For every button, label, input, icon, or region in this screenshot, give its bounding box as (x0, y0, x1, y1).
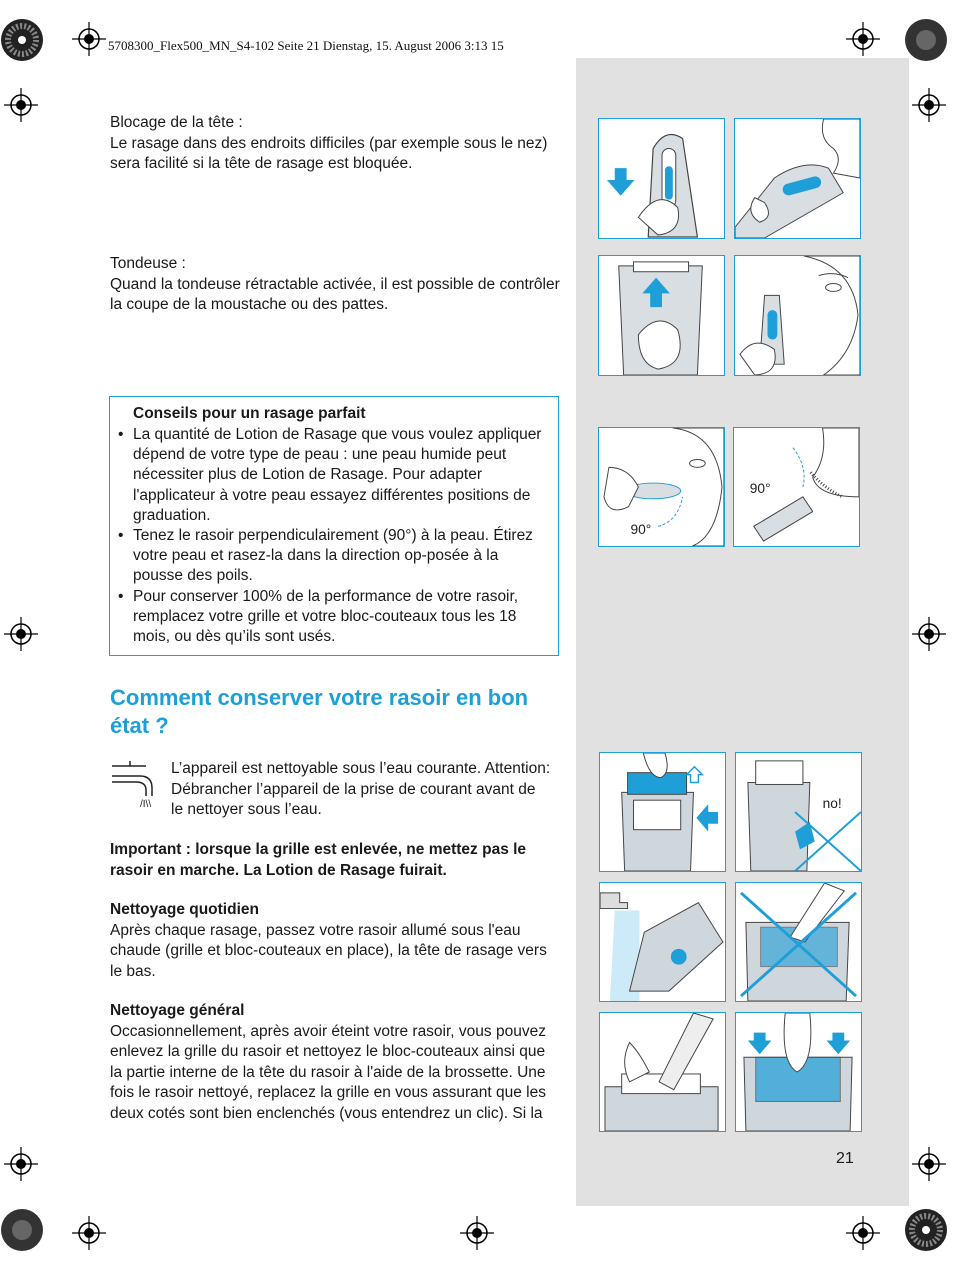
tips-list (116, 425, 552, 647)
registration-mark-icon (72, 22, 106, 56)
tips-title: Conseils pour un rasage parfait (133, 405, 366, 422)
figure-no-press (735, 752, 862, 872)
nose-shaving-illustration (735, 119, 860, 238)
registration-mark-icon (4, 617, 38, 651)
page-number: 21 (836, 1150, 854, 1167)
figure-head-lock-nose (734, 118, 861, 239)
figure-brush-cutter (599, 1012, 726, 1132)
figure-rinse (599, 882, 726, 1002)
starburst-mark-icon (904, 1208, 948, 1252)
figure-trimmer-sideburn (734, 255, 861, 376)
starburst-mark-icon (904, 18, 948, 62)
registration-mark-icon (4, 1147, 38, 1181)
figure-angle-front (598, 427, 725, 547)
washable-text: L’appareil est nettoyable sous l’eau courante. Attention: Débrancher l’appareil de la prise de courant avant de le nettoyer sous l’eau. (171, 760, 551, 818)
brush-cutter-illustration (600, 1013, 725, 1131)
head-lock-section (110, 113, 560, 175)
registration-mark-icon (912, 1147, 946, 1181)
rinse-illustration (600, 883, 725, 1001)
figure-head-lock-press (598, 118, 725, 239)
angle-label: 90° (630, 522, 652, 538)
tips-box (109, 396, 559, 656)
figure-remove-foil (599, 752, 726, 872)
figure-angle-side (733, 427, 860, 547)
trimmer-title: Tondeuse : (110, 255, 186, 272)
registration-mark-icon (846, 22, 880, 56)
trimmer-illustration (599, 256, 724, 375)
general-cleaning-body: Occasionnellement, après avoir éteint votre rasoir, vous pouvez enlevez la grille du rasoir et nettoyez le bloc-couteaux ainsi que la partie interne de la tête du rasoir à l'aide de la brossette. Une fois le rasoir nettoyé, replacez la grille en vous assurant que les deux cotés sont bien enclenchés (vous entendrez un clic). Si la (110, 1022, 546, 1122)
trimmer-body: Quand la tondeuse rétractable activée, il est possible de contrôler la coupe de la moustache ou des pattes. (110, 275, 560, 313)
daily-cleaning-title: Nettoyage quotidien (110, 901, 259, 918)
figure-replace-foil (735, 1012, 862, 1132)
angle-label: 90° (749, 480, 771, 496)
head-lock-title: Blocage de la tête : (110, 114, 243, 131)
registration-mark-icon (912, 88, 946, 122)
face-angle-illustration (599, 428, 724, 546)
registration-mark-icon (846, 1216, 880, 1250)
shaver-illustration (599, 119, 724, 238)
head-lock-body: Le rasage dans des endroits difficiles (par exemple sous le nez) sera facilité si la tête de rasage est bloquée. (110, 134, 548, 172)
registration-mark-icon (4, 88, 38, 122)
svg-text:/I\\: /I\\ (140, 799, 152, 808)
starburst-mark-icon (0, 1208, 44, 1252)
registration-mark-icon (460, 1216, 494, 1250)
registration-mark-icon (912, 617, 946, 651)
no-brush-foil-illustration (736, 883, 861, 1001)
tips-item: • Tenez le rasoir perpendiculairement (90°) à la peau. Étirez votre peau et rasez-la dans la direction op-posée à la pousse des poils. (116, 526, 552, 587)
tips-item: • La quantité de Lotion de Rasage que vous voulez appliquer dépend de votre type de peau : une peau humide peut nécessiter plus de Lotion de Rasage. Pour adapter l'applicateur à votre peau essayez différentes positions de graduation. (116, 425, 552, 526)
tips-item: • Pour conserver 100% de la performance de votre rasoir, remplacez votre grille et votre bloc-couteaux tous les 18 mois, ou dès qu’ils sont usés. (116, 587, 552, 648)
no-label: no! (822, 796, 842, 812)
neck-angle-illustration (734, 428, 859, 546)
general-cleaning-section (110, 1001, 560, 1124)
trimmer-section (110, 254, 560, 316)
daily-cleaning-section (110, 900, 560, 982)
sideburn-illustration (735, 256, 860, 375)
replace-foil-illustration (736, 1013, 861, 1131)
remove-foil-illustration (600, 753, 725, 871)
no-press-illustration (736, 753, 861, 871)
figure-no-brush-foil (735, 882, 862, 1002)
section-title: Comment conserver votre rasoir en bon état ? (110, 685, 529, 738)
general-cleaning-title: Nettoyage général (110, 1002, 245, 1019)
figure-trimmer-slide (598, 255, 725, 376)
daily-cleaning-body: Après chaque rasage, passez votre rasoir allumé sous l'eau chaude (grille et bloc-couteaux en place), la tête de rasage vers le bas. (110, 921, 547, 980)
print-header: 5708300_Flex500_MN_S4-102 Seite 21 Dienstag, 15. August 2006 3:13 15 (108, 38, 504, 53)
important-warning: Important : lorsque la grille est enlevée, ne mettez pas le rasoir en marche. La Lotion de Rasage fuirait. (110, 841, 527, 879)
faucet-icon (110, 760, 160, 808)
starburst-mark-icon (0, 18, 44, 62)
registration-mark-icon (72, 1216, 106, 1250)
